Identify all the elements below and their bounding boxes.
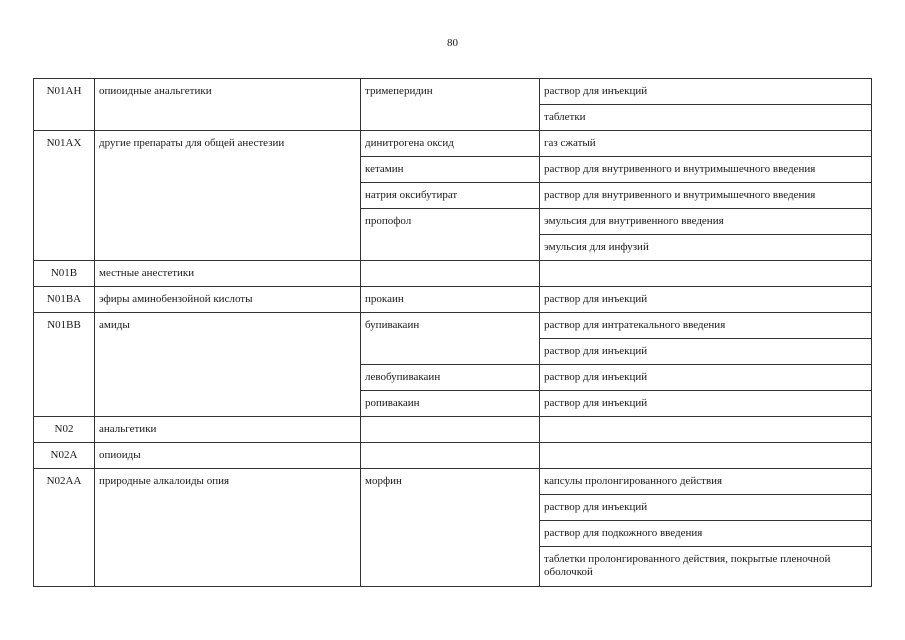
table-row	[34, 287, 872, 313]
table-row	[34, 313, 872, 339]
substance	[361, 417, 540, 443]
atc-group: природные алкалоиды опия	[95, 469, 361, 587]
atc-code: N02	[34, 417, 95, 443]
dosage-form: раствор для инъекций	[540, 391, 872, 417]
atc-group: амиды	[95, 313, 361, 417]
dosage-form: раствор для интратекального введения	[540, 313, 872, 339]
substance: ропивакаин	[361, 391, 540, 417]
dosage-form	[540, 261, 872, 287]
atc-group: местные анестетики	[95, 261, 361, 287]
substance: динитрогена оксид	[361, 131, 540, 157]
atc-group: анальгетики	[95, 417, 361, 443]
substance: тримеперидин	[361, 79, 540, 131]
atc-code: N02AA	[34, 469, 95, 587]
atc-code: N01AX	[34, 131, 95, 261]
dosage-form: газ сжатый	[540, 131, 872, 157]
dosage-form: раствор для внутривенного и внутримышечного введения	[540, 157, 872, 183]
substance: натрия оксибутират	[361, 183, 540, 209]
page-number: 80	[447, 37, 458, 49]
atc-group: эфиры аминобензойной кислоты	[95, 287, 361, 313]
substance: прокаин	[361, 287, 540, 313]
substance: бупивакаин	[361, 313, 540, 365]
atc-code: N02A	[34, 443, 95, 469]
dosage-form: таблетки	[540, 105, 872, 131]
dosage-form: капсулы пролонгированного действия	[540, 469, 872, 495]
substance: левобупивакаин	[361, 365, 540, 391]
atc-group: опиоидные анальгетики	[95, 79, 361, 131]
atc-code: N01B	[34, 261, 95, 287]
dosage-form	[540, 443, 872, 469]
table-row	[34, 417, 872, 443]
dosage-form: раствор для подкожного введения	[540, 521, 872, 547]
table-row	[34, 79, 872, 105]
dosage-form: раствор для инъекций	[540, 287, 872, 313]
table-row	[34, 469, 872, 495]
table-row	[34, 131, 872, 157]
atc-group: опиоиды	[95, 443, 361, 469]
substance: морфин	[361, 469, 540, 587]
table-row	[34, 261, 872, 287]
dosage-form: эмульсия для инфузий	[540, 235, 872, 261]
dosage-form: таблетки пролонгированного действия, покрытые пленочной оболочкой	[540, 547, 872, 587]
dosage-form: эмульсия для внутривенного введения	[540, 209, 872, 235]
dosage-form: раствор для внутривенного и внутримышечного введения	[540, 183, 872, 209]
substance	[361, 261, 540, 287]
substance: пропофол	[361, 209, 540, 261]
dosage-form: раствор для инъекций	[540, 79, 872, 105]
atc-code: N01BB	[34, 313, 95, 417]
dosage-form: раствор для инъекций	[540, 339, 872, 365]
dosage-form: раствор для инъекций	[540, 495, 872, 521]
drug-table	[33, 78, 872, 587]
dosage-form: раствор для инъекций	[540, 365, 872, 391]
atc-group: другие препараты для общей анестезии	[95, 131, 361, 261]
table-row	[34, 443, 872, 469]
substance	[361, 443, 540, 469]
substance: кетамин	[361, 157, 540, 183]
dosage-form	[540, 417, 872, 443]
atc-code: N01AH	[34, 79, 95, 131]
atc-code: N01BA	[34, 287, 95, 313]
